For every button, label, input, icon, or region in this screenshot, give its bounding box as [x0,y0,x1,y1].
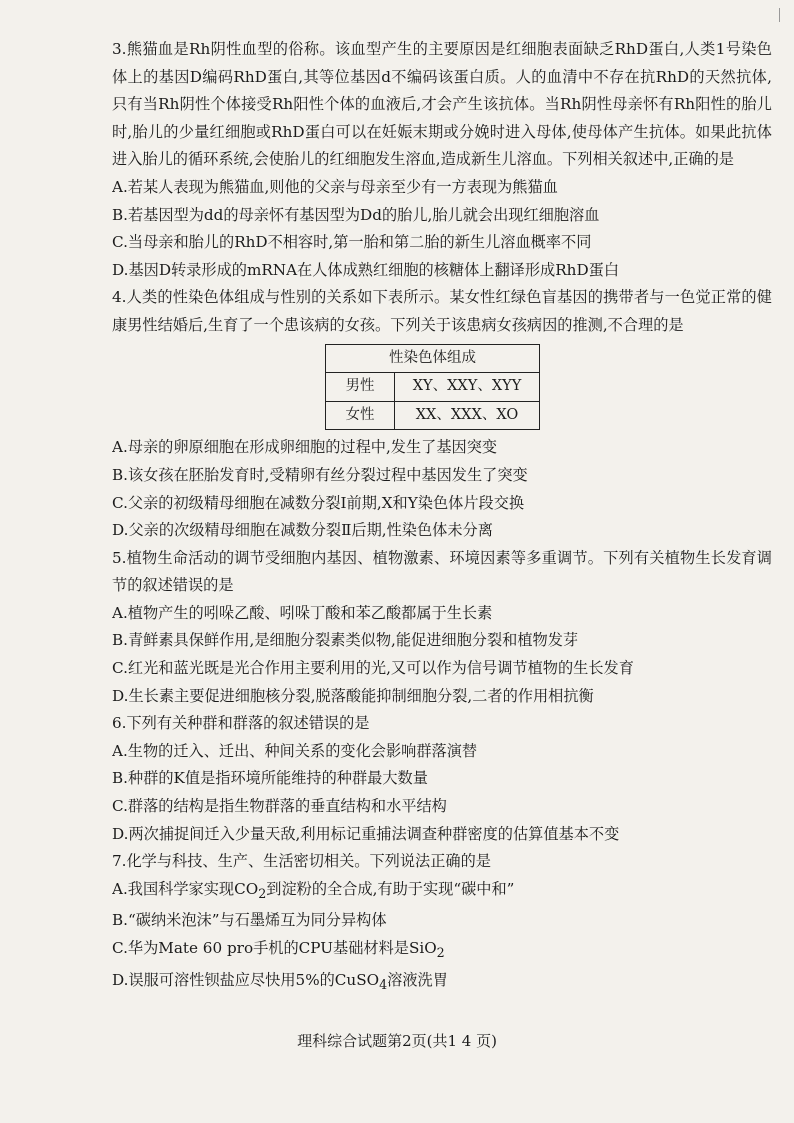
table-row [326,373,540,402]
subscript: 2 [436,945,445,961]
question-6-option-d: D.两次捕捉间迁入少量天敌,利用标记重捕法调查种群密度的估算值基本不变 [112,824,620,843]
question-7-option-c [112,935,772,967]
table-header: 性染色体组成 [326,344,540,373]
question-5-option-a: A.植物产生的吲哚乙酸、吲哚丁酸和苯乙酸都属于生长素 [112,603,493,622]
question-7 [112,848,772,998]
question-7-option-a [112,876,772,908]
table-row-value: XX、XXX、XO [395,401,540,430]
option-d-text-tail: 溶液洗胃 [387,970,448,989]
question-7-option-d [112,967,772,999]
table-row-label: 女性 [326,401,395,430]
question-4-stem: 4.人类的性染色体组成与性别的关系如下表所示。某女性红绿色盲基因的携带者与一色觉正常的健康男性结婚后,生育了一个患该病的女孩。下列关于该患病女孩病因的推测,不合理的是 [112,288,772,334]
question-4 [112,284,772,544]
question-4-option-d: D.父亲的次级精母细胞在减数分裂Ⅱ后期,性染色体未分离 [112,521,493,540]
question-3-option-d: D.基因D转录形成的mRNA在人体成熟红细胞的核糖体上翻译形成RhD蛋白 [112,260,620,279]
page-content [112,36,772,998]
question-4-option-b: B.该女孩在胚胎发育时,受精卵有丝分裂过程中基因发生了突变 [112,465,528,484]
question-3-stem: 3.熊猫血是Rh阴性血型的俗称。该血型产生的主要原因是红细胞表面缺乏RhD蛋白,人类1号染色体上的基因D编码RhD蛋白,其等位基因d不编码该蛋白质。人的血清中不存在抗RhD的天然抗体,只有当Rh阴性个体接受Rh阳性个体的血液后,才会产生该抗体。当Rh阴性母亲怀有Rh阳性的胎儿时,胎儿的少量红细胞或RhD蛋白可以在妊娠末期或分娩时进入母体,使母体产生抗体。如果此抗体进入胎儿的循环系统,会使胎儿的红细胞发生溶血,造成新生儿溶血。下列相关叙述中,正确的是 [112,40,772,169]
page-footer: 理科综合试题第2页(共1 4 页) [297,1032,497,1050]
question-5-option-d: D.生长素主要促进细胞核分裂,脱落酸能抑制细胞分裂,二者的作用相抗衡 [112,686,594,705]
subscript: 4 [379,976,388,992]
question-5 [112,545,772,711]
table-row [326,401,540,430]
table-row-label: 男性 [326,373,395,402]
option-a-text-tail: 到淀粉的全合成,有助于实现“碳中和” [266,879,515,898]
question-5-option-b: B.青鲜素具保鲜作用,是细胞分裂素类似物,能促进细胞分裂和植物发芽 [112,631,579,650]
sex-chromosome-table [325,344,540,431]
question-5-option-c: C.红光和蓝光既是光合作用主要利用的光,又可以作为信号调节植物的生长发育 [112,659,634,678]
option-c-text: C.华为Mate 60 pro手机的CPU基础材料是SiO [112,939,437,958]
question-7-stem: 7.化学与科技、生产、生活密切相关。下列说法正确的是 [112,852,491,871]
question-4-option-a: A.母亲的卵原细胞在形成卵细胞的过程中,发生了基因突变 [112,438,498,457]
question-6-option-a: A.生物的迁入、迁出、种间关系的变化会影响群落演替 [112,741,478,760]
question-3-option-b: B.若基因型为dd的母亲怀有基因型为Dd的胎儿,胎儿就会出现红细胞溶血 [112,205,600,224]
question-6-option-c: C.群落的结构是指生物群落的垂直结构和水平结构 [112,797,447,816]
question-3 [112,36,772,284]
question-3-option-a: A.若某人表现为熊猫血,则他的父亲与母亲至少有一方表现为熊猫血 [112,177,558,196]
subscript: 2 [258,885,267,901]
question-6 [112,710,772,848]
option-a-text: A.我国科学家实现CO [112,879,259,898]
question-6-stem: 6.下列有关种群和群落的叙述错误的是 [112,714,370,733]
table-row-value: XY、XXY、XYY [395,373,540,402]
option-d-text: D.误服可溶性钡盐应尽快用5%的CuSO [112,970,380,989]
question-5-stem: 5.植物生命活动的调节受细胞内基因、植物激素、环境因素等多重调节。下列有关植物生长发育调节的叙述错误的是 [112,548,772,595]
question-7-option-b: B.“碳纳米泡沫”与石墨烯互为同分异构体 [112,911,387,930]
question-6-option-b: B.种群的K值是指环境所能维持的种群最大数量 [112,769,428,788]
question-4-option-c: C.父亲的初级精母细胞在减数分裂Ⅰ前期,X和Y染色体片段交换 [112,493,525,512]
edge-mark [779,8,786,22]
question-3-option-c: C.当母亲和胎儿的RhD不相容时,第一胎和第二胎的新生儿溶血概率不同 [112,233,592,252]
